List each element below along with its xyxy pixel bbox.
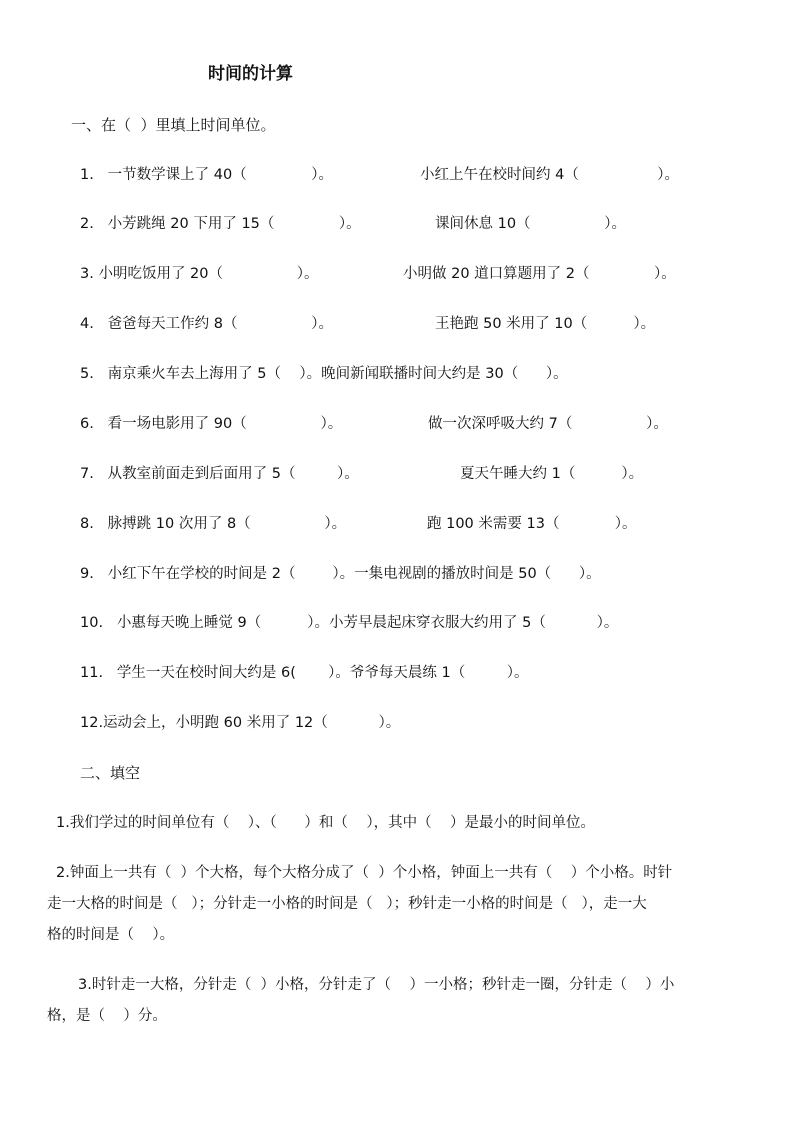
- s1-row7-right: 夏天午睡大约 1（ ）。: [460, 466, 644, 482]
- s1-row6-left: 6. 看一场电影用了 90（ ）。: [80, 416, 343, 432]
- page-title: 时间的计算: [208, 64, 293, 84]
- s1-row8-left: 8. 脉搏跳 10 次用了 8（ ）。: [80, 516, 347, 532]
- s1-row4-right: 王艳跑 50 米用了 10（ ）。: [435, 316, 656, 332]
- s2-q1: 1.我们学过的时间单位有（ ）、（ ）和（ ），其中（ ）是最小的时间单位。: [56, 815, 596, 831]
- s1-row9: 9. 小红下午在学校的时间是 2（ ）。一集电视剧的播放时间是 50（ ）。: [80, 566, 601, 582]
- s2-q2-line1: 2.钟面上一共有（ ）个大格，每个大格分成了（ ）个小格，钟面上一共有（ ）个小格。时针: [56, 865, 673, 881]
- s1-row5: 5. 南京乘火车去上海用了 5（ ）。晚间新闻联播时间大约是 30（ ）。: [80, 366, 568, 382]
- s1-row2-right: 课间休息 10（ ）。: [435, 216, 627, 232]
- section1-heading: 一、在（ ）里填上时间单位。: [71, 116, 276, 134]
- s1-row3-left: 3. 小明吃饭用了 20（ ）。: [80, 266, 319, 282]
- s1-row11: 11. 学生一天在校时间大约是 6( ）。爷爷每天晨练 1（ ）。: [80, 665, 529, 681]
- s1-row10: 10. 小惠每天晚上睡觉 9（ ）。小芳早晨起床穿衣服大约用了 5（ ）。: [80, 615, 619, 631]
- s1-row3-right: 小明做 20 道口算题用了 2（ ）。: [403, 266, 676, 282]
- s1-row4-left: 4. 爸爸每天工作约 8（ ）。: [80, 316, 333, 332]
- s2-q2-line3: 格的时间是（ ）。: [47, 927, 175, 943]
- s1-row1-right: 小红上午在校时间约 4（ ）。: [420, 167, 679, 183]
- s2-q3-line1: 3.时针走一大格，分针走（ ）小格，分针走了（ ）一小格；秒针走一圈，分针走（ ）小: [78, 977, 675, 993]
- s1-row2-left: 2. 小芳跳绳 20 下用了 15（ ）。: [80, 216, 361, 232]
- s2-q2-line2: 走一大格的时间是（ ）；分针走一小格的时间是（ ）；秒针走一小格的时间是（ ），走一大: [47, 896, 647, 912]
- s1-row8-right: 跑 100 米需要 13（ ）。: [427, 516, 637, 532]
- s1-row7-left: 7. 从教室前面走到后面用了 5（ ）。: [80, 466, 359, 482]
- s1-row1-left: 1. 一节数学课上了 40（ ）。: [80, 167, 333, 183]
- s1-row6-right: 做一次深呼吸大约 7（ ）。: [428, 416, 668, 432]
- section2-heading: 二、填空: [80, 764, 141, 782]
- s2-q3-line2: 格，是（ ）分。: [47, 1008, 167, 1024]
- s1-row12: 12.运动会上，小明跑 60 米用了 12（ ）。: [80, 715, 401, 731]
